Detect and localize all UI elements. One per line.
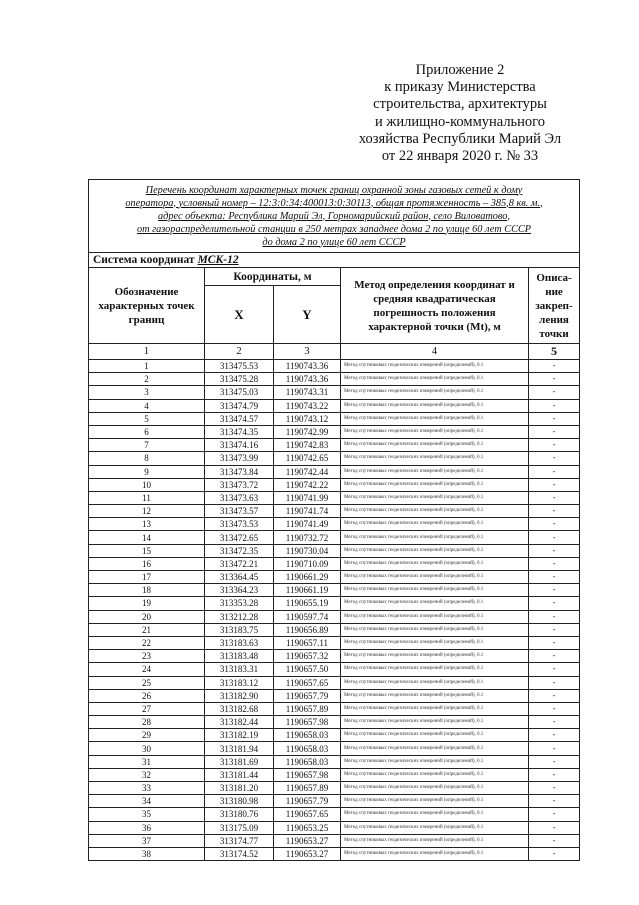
coord-y: 1190730.04 <box>274 544 341 557</box>
coord-x: 313181.69 <box>205 755 274 768</box>
description-cell: - <box>529 636 580 649</box>
appendix-line: и жилищно-коммунального <box>374 113 546 130</box>
table-row <box>89 702 580 715</box>
table-row <box>89 597 580 610</box>
coord-x: 313473.57 <box>205 505 274 518</box>
table-row <box>89 610 580 623</box>
description-cell: - <box>529 834 580 847</box>
description-cell: - <box>529 584 580 597</box>
point-number: 32 <box>89 768 205 781</box>
coord-y: 1190657.79 <box>274 795 341 808</box>
method-cell: Метод спутниковых геодезических измерений (определений), 0.1 <box>341 584 529 597</box>
table-row <box>89 505 580 518</box>
point-number: 37 <box>89 834 205 847</box>
point-number: 22 <box>89 636 205 649</box>
point-number: 15 <box>89 544 205 557</box>
table-row <box>89 650 580 663</box>
point-number: 3 <box>89 386 205 399</box>
table-row <box>89 478 580 491</box>
method-cell: Метод спутниковых геодезических измерений (определений), 0.1 <box>341 782 529 795</box>
coordinate-system-label: Система координат <box>93 254 195 266</box>
point-number: 8 <box>89 452 205 465</box>
method-cell: Метод спутниковых геодезических измерений (определений), 0.1 <box>341 505 529 518</box>
table-row <box>89 689 580 702</box>
coord-x: 313180.98 <box>205 795 274 808</box>
appendix-line: строительства, архитектуры <box>373 96 547 113</box>
coord-x: 313472.65 <box>205 531 274 544</box>
coordinates-table <box>88 179 580 861</box>
coord-y: 1190653.25 <box>274 821 341 834</box>
table-row <box>89 452 580 465</box>
coord-x: 313474.79 <box>205 399 274 412</box>
coord-y: 1190661.29 <box>274 571 341 584</box>
coord-y: 1190597.74 <box>274 610 341 623</box>
description-cell: - <box>529 729 580 742</box>
description-cell: - <box>529 505 580 518</box>
coord-x: 313353.28 <box>205 597 274 610</box>
coord-x: 313473.72 <box>205 478 274 491</box>
method-cell: Метод спутниковых геодезических измерений (определений), 0.1 <box>341 557 529 570</box>
coord-y: 1190653.27 <box>274 847 341 860</box>
coord-x: 313183.31 <box>205 663 274 676</box>
table-row <box>89 557 580 570</box>
point-number: 13 <box>89 518 205 531</box>
coord-x: 313174.52 <box>205 847 274 860</box>
coord-x: 313181.94 <box>205 742 274 755</box>
point-number: 31 <box>89 755 205 768</box>
table-row <box>89 584 580 597</box>
table-row <box>89 755 580 768</box>
coord-y: 1190742.44 <box>274 465 341 478</box>
point-number: 16 <box>89 557 205 570</box>
description-cell: - <box>529 373 580 386</box>
coord-y: 1190658.03 <box>274 742 341 755</box>
description-cell: - <box>529 755 580 768</box>
coord-y: 1190741.74 <box>274 505 341 518</box>
method-cell: Метод спутниковых геодезических измерений (определений), 0.1 <box>341 425 529 438</box>
table-row <box>89 544 580 557</box>
point-number: 12 <box>89 505 205 518</box>
table-row <box>89 847 580 860</box>
header-x: X <box>205 286 274 344</box>
coord-y: 1190743.12 <box>274 412 341 425</box>
caption-line: от газораспределительной станции в 250 метрах западнее дома 2 по улице 60 лет СССР <box>136 223 532 235</box>
coord-y: 1190661.19 <box>274 584 341 597</box>
coord-y: 1190743.36 <box>274 360 341 373</box>
point-number: 9 <box>89 465 205 478</box>
description-cell: - <box>529 425 580 438</box>
point-number: 25 <box>89 676 205 689</box>
coord-y: 1190657.98 <box>274 716 341 729</box>
point-number: 36 <box>89 821 205 834</box>
method-cell: Метод спутниковых геодезических измерений (определений), 0.1 <box>341 821 529 834</box>
point-number: 19 <box>89 597 205 610</box>
coord-x: 313212.28 <box>205 610 274 623</box>
description-cell: - <box>529 399 580 412</box>
coord-y: 1190657.79 <box>274 689 341 702</box>
table-row <box>89 571 580 584</box>
table-row <box>89 808 580 821</box>
coord-y: 1190742.22 <box>274 478 341 491</box>
coord-y: 1190656.89 <box>274 623 341 636</box>
table-row <box>89 531 580 544</box>
coord-x: 313472.21 <box>205 557 274 570</box>
coord-x: 313364.23 <box>205 584 274 597</box>
coordinate-system <box>89 253 580 268</box>
table-row <box>89 412 580 425</box>
method-cell: Метод спутниковых геодезических измерений (определений), 0.1 <box>341 452 529 465</box>
coord-x: 313472.35 <box>205 544 274 557</box>
appendix-line: хозяйства Республики Марий Эл <box>358 130 562 147</box>
point-number: 26 <box>89 689 205 702</box>
coord-y: 1190655.19 <box>274 597 341 610</box>
method-cell: Метод спутниковых геодезических измерений (определений), 0.1 <box>341 531 529 544</box>
coord-y: 1190653.27 <box>274 834 341 847</box>
column-numbers-row <box>89 344 580 360</box>
table-row <box>89 663 580 676</box>
description-cell: - <box>529 702 580 715</box>
coord-y: 1190743.22 <box>274 399 341 412</box>
column-number: 3 <box>274 344 341 360</box>
coord-x: 313183.48 <box>205 650 274 663</box>
method-cell: Метод спутниковых геодезических измерений (определений), 0.1 <box>341 729 529 742</box>
coord-x: 313183.63 <box>205 636 274 649</box>
description-cell: - <box>529 676 580 689</box>
description-cell: - <box>529 782 580 795</box>
caption-line: оператора, условный номер – 12:3:0:34:400013:0:30113, общая протяженность – 385,8 кв. м., <box>125 197 543 209</box>
method-cell: Метод спутниковых геодезических измерений (определений), 0.1 <box>341 663 529 676</box>
method-cell: Метод спутниковых геодезических измерений (определений), 0.1 <box>341 544 529 557</box>
method-cell: Метод спутниковых геодезических измерений (определений), 0.1 <box>341 610 529 623</box>
description-cell: - <box>529 544 580 557</box>
point-number: 11 <box>89 491 205 504</box>
appendix-line: от 22 января 2020 г. № 33 <box>381 148 539 165</box>
coord-x: 313473.53 <box>205 518 274 531</box>
description-cell: - <box>529 452 580 465</box>
appendix-header <box>300 62 620 165</box>
method-cell: Метод спутниковых геодезических измерений (определений), 0.1 <box>341 478 529 491</box>
caption-line: до дома 2 по улице 60 лет СССР <box>262 236 406 248</box>
coord-y: 1190741.99 <box>274 491 341 504</box>
description-cell: - <box>529 412 580 425</box>
header-method: Метод определения координат и средняя квадратическая погрешность положения характерной точки (Mt), м <box>341 268 529 344</box>
table-row <box>89 373 580 386</box>
appendix-line: к приказу Министерства <box>384 79 536 96</box>
description-cell: - <box>529 386 580 399</box>
coord-y: 1190741.49 <box>274 518 341 531</box>
description-cell: - <box>529 531 580 544</box>
method-cell: Метод спутниковых геодезических измерений (определений), 0.1 <box>341 518 529 531</box>
coord-x: 313182.90 <box>205 689 274 702</box>
coord-y: 1190732.72 <box>274 531 341 544</box>
method-cell: Метод спутниковых геодезических измерений (определений), 0.1 <box>341 597 529 610</box>
coord-x: 313180.76 <box>205 808 274 821</box>
method-cell: Метод спутниковых геодезических измерений (определений), 0.1 <box>341 373 529 386</box>
coord-x: 313183.12 <box>205 676 274 689</box>
description-cell: - <box>529 465 580 478</box>
method-cell: Метод спутниковых геодезических измерений (определений), 0.1 <box>341 636 529 649</box>
table-row <box>89 465 580 478</box>
table-row <box>89 782 580 795</box>
table-row <box>89 834 580 847</box>
table-row <box>89 676 580 689</box>
coord-x: 313174.77 <box>205 834 274 847</box>
point-number: 30 <box>89 742 205 755</box>
appendix-line: Приложение 2 <box>415 62 505 78</box>
coord-y: 1190657.11 <box>274 636 341 649</box>
description-cell: - <box>529 689 580 702</box>
point-number: 2 <box>89 373 205 386</box>
column-number: 4 <box>341 344 529 360</box>
description-cell: - <box>529 360 580 373</box>
coord-y: 1190742.83 <box>274 439 341 452</box>
point-number: 6 <box>89 425 205 438</box>
method-cell: Метод спутниковых геодезических измерений (определений), 0.1 <box>341 412 529 425</box>
coord-y: 1190657.50 <box>274 663 341 676</box>
point-number: 4 <box>89 399 205 412</box>
method-cell: Метод спутниковых геодезических измерений (определений), 0.1 <box>341 386 529 399</box>
header-description: Описа-ние закреп-ления точки <box>529 268 580 344</box>
method-cell: Метод спутниковых геодезических измерений (определений), 0.1 <box>341 623 529 636</box>
header-coordinates: Координаты, м <box>205 268 341 286</box>
table-row <box>89 386 580 399</box>
method-cell: Метод спутниковых геодезических измерений (определений), 0.1 <box>341 795 529 808</box>
table-row <box>89 399 580 412</box>
description-cell: - <box>529 491 580 504</box>
point-number: 21 <box>89 623 205 636</box>
point-number: 38 <box>89 847 205 860</box>
point-number: 35 <box>89 808 205 821</box>
method-cell: Метод спутниковых геодезических измерений (определений), 0.1 <box>341 834 529 847</box>
point-number: 14 <box>89 531 205 544</box>
point-number: 27 <box>89 702 205 715</box>
table-caption <box>89 180 580 253</box>
method-cell: Метод спутниковых геодезических измерений (определений), 0.1 <box>341 360 529 373</box>
header-designation: Обозначение характерных точек границ <box>89 268 205 344</box>
coord-y: 1190658.03 <box>274 729 341 742</box>
point-number: 1 <box>89 360 205 373</box>
table-row <box>89 360 580 373</box>
point-number: 29 <box>89 729 205 742</box>
description-cell: - <box>529 768 580 781</box>
coord-y: 1190710.09 <box>274 557 341 570</box>
coord-x: 313364.45 <box>205 571 274 584</box>
table-row <box>89 716 580 729</box>
coord-x: 313182.19 <box>205 729 274 742</box>
description-cell: - <box>529 571 580 584</box>
point-number: 5 <box>89 412 205 425</box>
table-row <box>89 491 580 504</box>
coord-x: 313473.63 <box>205 491 274 504</box>
description-cell: - <box>529 821 580 834</box>
coord-y: 1190658.03 <box>274 755 341 768</box>
method-cell: Метод спутниковых геодезических измерений (определений), 0.1 <box>341 465 529 478</box>
table-row <box>89 742 580 755</box>
method-cell: Метод спутниковых геодезических измерений (определений), 0.1 <box>341 491 529 504</box>
table-row <box>89 623 580 636</box>
method-cell: Метод спутниковых геодезических измерений (определений), 0.1 <box>341 742 529 755</box>
table-row <box>89 768 580 781</box>
caption-line: Перечень координат характерных точек границ охранной зоны газовых сетей к дому <box>145 184 523 196</box>
coord-y: 1190743.31 <box>274 386 341 399</box>
coord-x: 313475.03 <box>205 386 274 399</box>
coord-x: 313473.84 <box>205 465 274 478</box>
coord-x: 313475.53 <box>205 360 274 373</box>
point-number: 18 <box>89 584 205 597</box>
coord-x: 313182.68 <box>205 702 274 715</box>
coord-x: 313182.44 <box>205 716 274 729</box>
column-number: 1 <box>89 344 205 360</box>
point-number: 17 <box>89 571 205 584</box>
description-cell: - <box>529 478 580 491</box>
point-number: 7 <box>89 439 205 452</box>
coord-x: 313183.75 <box>205 623 274 636</box>
coord-x: 313181.44 <box>205 768 274 781</box>
method-cell: Метод спутниковых геодезических измерений (определений), 0.1 <box>341 676 529 689</box>
description-cell: - <box>529 557 580 570</box>
method-cell: Метод спутниковых геодезических измерений (определений), 0.1 <box>341 702 529 715</box>
method-cell: Метод спутниковых геодезических измерений (определений), 0.1 <box>341 439 529 452</box>
point-number: 33 <box>89 782 205 795</box>
table-row <box>89 821 580 834</box>
coord-y: 1190742.99 <box>274 425 341 438</box>
point-number: 28 <box>89 716 205 729</box>
coord-y: 1190743.36 <box>274 373 341 386</box>
coord-x: 313475.28 <box>205 373 274 386</box>
method-cell: Метод спутниковых геодезических измерений (определений), 0.1 <box>341 755 529 768</box>
coord-y: 1190657.65 <box>274 676 341 689</box>
description-cell: - <box>529 623 580 636</box>
coord-x: 313181.20 <box>205 782 274 795</box>
method-cell: Метод спутниковых геодезических измерений (определений), 0.1 <box>341 689 529 702</box>
description-cell: - <box>529 742 580 755</box>
column-number: 5 <box>529 344 580 360</box>
coord-x: 313473.99 <box>205 452 274 465</box>
coord-x: 313474.35 <box>205 425 274 438</box>
coord-y: 1190742.65 <box>274 452 341 465</box>
point-number: 24 <box>89 663 205 676</box>
coord-x: 313474.16 <box>205 439 274 452</box>
table-row <box>89 795 580 808</box>
method-cell: Метод спутниковых геодезических измерений (определений), 0.1 <box>341 847 529 860</box>
caption-line: адрес объекта: Республика Марий Эл, Горномарийский район, село Виловатово, <box>158 210 510 222</box>
table-row <box>89 425 580 438</box>
point-number: 23 <box>89 650 205 663</box>
point-number: 20 <box>89 610 205 623</box>
description-cell: - <box>529 597 580 610</box>
table-row <box>89 518 580 531</box>
coordinate-system-value: МСК-12 <box>197 254 239 266</box>
description-cell: - <box>529 610 580 623</box>
description-cell: - <box>529 795 580 808</box>
method-cell: Метод спутниковых геодезических измерений (определений), 0.1 <box>341 716 529 729</box>
point-number: 10 <box>89 478 205 491</box>
description-cell: - <box>529 847 580 860</box>
coord-y: 1190657.89 <box>274 782 341 795</box>
point-number: 34 <box>89 795 205 808</box>
coord-x: 313474.57 <box>205 412 274 425</box>
description-cell: - <box>529 663 580 676</box>
column-number: 2 <box>205 344 274 360</box>
method-cell: Метод спутниковых геодезических измерений (определений), 0.1 <box>341 399 529 412</box>
coord-y: 1190657.89 <box>274 702 341 715</box>
method-cell: Метод спутниковых геодезических измерений (определений), 0.1 <box>341 768 529 781</box>
description-cell: - <box>529 808 580 821</box>
coord-x: 313175.09 <box>205 821 274 834</box>
coord-y: 1190657.32 <box>274 650 341 663</box>
coord-y: 1190657.65 <box>274 808 341 821</box>
table-row <box>89 729 580 742</box>
header-y: Y <box>274 286 341 344</box>
coord-y: 1190657.98 <box>274 768 341 781</box>
description-cell: - <box>529 716 580 729</box>
method-cell: Метод спутниковых геодезических измерений (определений), 0.1 <box>341 650 529 663</box>
description-cell: - <box>529 518 580 531</box>
method-cell: Метод спутниковых геодезических измерений (определений), 0.1 <box>341 808 529 821</box>
table-row <box>89 439 580 452</box>
description-cell: - <box>529 439 580 452</box>
table-row <box>89 636 580 649</box>
description-cell: - <box>529 650 580 663</box>
method-cell: Метод спутниковых геодезических измерений (определений), 0.1 <box>341 571 529 584</box>
